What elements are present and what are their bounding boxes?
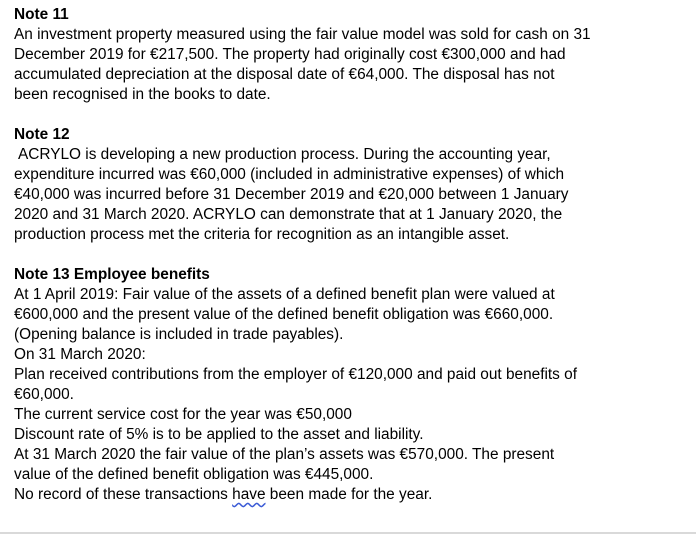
note-13-line-5: Plan received contributions from the employer of €120,000 and paid out benefits of xyxy=(14,366,577,383)
note-12 xyxy=(14,125,690,245)
note-13-line-3: (Opening balance is included in trade payables). xyxy=(14,326,344,343)
note-13-line-7: The current service cost for the year was €50,000 xyxy=(14,406,352,423)
note-13 xyxy=(14,265,690,505)
note-11-line-3: accumulated depreciation at the disposal date of €64,000. The disposal has not xyxy=(14,66,555,83)
note-13-line-9: At 31 March 2020 the fair value of the plan’s assets was €570,000. The present xyxy=(14,446,555,463)
note-11 xyxy=(14,5,690,105)
note-11-line-4: been recognised in the books to date. xyxy=(14,86,271,103)
note-12-line-2: expenditure incurred was €60,000 (included in administrative expenses) of which xyxy=(14,166,565,183)
note-11-heading: Note 11 xyxy=(14,6,69,23)
note-12-line-1: ACRYLO is developing a new production process. During the accounting year, xyxy=(18,146,551,163)
note-12-heading: Note 12 xyxy=(14,126,70,143)
note-13-line-8: Discount rate of 5% is to be applied to the asset and liability. xyxy=(14,426,424,443)
note-13-line-2: €600,000 and the present value of the defined benefit obligation was €660,000. xyxy=(14,306,554,323)
note-13-heading: Note 13 Employee benefits xyxy=(14,266,210,283)
note-13-line-1: At 1 April 2019: Fair value of the assets of a defined benefit plan were valued at xyxy=(14,286,555,303)
note-13-line-4: On 31 March 2020: xyxy=(14,346,146,363)
note-13-line-11-end: been made for the year. xyxy=(265,486,433,503)
note-12-line-5: production process met the criteria for recognition as an intangible asset. xyxy=(14,226,510,243)
note-13-line-11-start: No record of these transactions xyxy=(14,486,233,503)
note-13-line-11 xyxy=(14,485,690,505)
note-13-line-6: €60,000. xyxy=(14,386,74,403)
note-11-line-2: December 2019 for €217,500. The property had originally cost €300,000 and had xyxy=(14,46,566,63)
note-12-line-3: €40,000 was incurred before 31 December 2019 and €20,000 between 1 January xyxy=(14,186,569,203)
note-13-line-10: value of the defined benefit obligation was €445,000. xyxy=(14,466,374,483)
note-11-line-1: An investment property measured using the fair value model was sold for cash on 31 xyxy=(14,26,591,43)
grammar-flagged-word: have xyxy=(232,486,266,503)
note-12-line-4: 2020 and 31 March 2020. ACRYLO can demonstrate that at 1 January 2020, the xyxy=(14,206,563,223)
document-page xyxy=(14,5,690,505)
